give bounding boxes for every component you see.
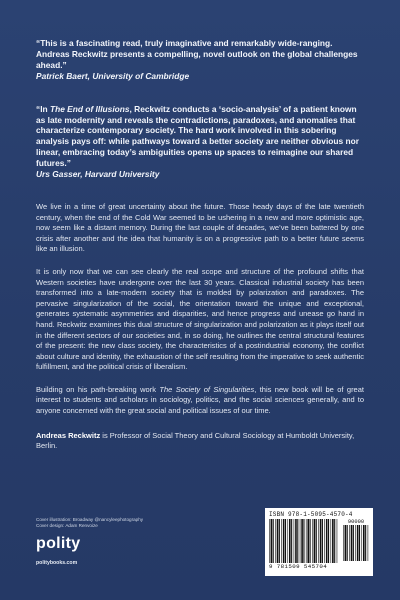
closing-book-title: The Society of Singularities [159,384,255,394]
barcode-bars [269,519,339,563]
closing-text-after: , this new book will be of great interest to students and scholars in sociology, politics, and the social sciences generally, and to anyone concerned with the great social and political issues of our time. [36,384,364,416]
description-paragraph-1: We live in a time of great uncertainty about the future. Those heady days of the late twentieth century, when the end of the Cold War seemed to be ushering in a new and more optimistic age, now seem like a distant memory. During the last couple of decades, we’ve been battered by one crisis after another and the idea that humanity is on a progressive path to a better future seems like an illusion. [36,201,364,254]
closing-text-before: Building on his path-breaking work [36,384,160,394]
price-addon-number: 90000 [347,519,365,525]
author-name: Andreas Reckwitz [36,430,101,440]
illustration-credit: Cover illustration: Broadway @nancyleephotography [36,517,144,522]
description-paragraph-3 [36,385,364,417]
barcode-digits: 9 781509 545704 [269,563,328,570]
quote-2-attribution: Urs Gasser, Harvard University [36,169,160,180]
isbn-barcode [265,508,373,576]
publisher-website: politybooks.com [36,560,78,566]
quote-2-text-after: , Reckwitz conducts a ‘socio-analysis’ of a patient known as late modernity and reveals the contradictions, paradoxes, and anomalies that characterize contemporary society. The hard work involved in this sobering analysis pays off: while pathways toward a better society are neither obvious nor linear, embracing today’s ambiguities opens up spaces to reimagine our shared futures.” [36,103,359,169]
author-bio [36,431,364,452]
quote-2-text-before: “In [36,103,50,114]
isbn-number: ISBN 978-1-5095-4570-4 [269,511,353,518]
quote-1-attribution: Patrick Baert, University of Cambridge [36,70,190,81]
endorsement-quote-1 [36,38,364,82]
author-bio-text: is Professor of Social Theory and Cultural Sociology at Humboldt University, Berlin. [36,430,355,451]
endorsement-quote-2 [36,104,364,180]
cover-credits [36,517,143,529]
description-paragraph-2: It is only now that we can see clearly the real scope and structure of the profound shifts that Western societies have undergone over the last 30 years. Classical industrial society has been transformed into a late-modern society that is molded by polarization and paradoxes. The pervasive singularization of the social, the orientation toward the unique and exceptional, generates systematic asymmetries and disparities, and hence progress and unease go hand in hand. Reckwitz examines this dual structure of singularization and polarization as it plays itself out in the different sectors of our societies and, in so doing, he outlines the central structural features of the present: the new class society, the characteristics of a postindustrial economy, the conflict about culture and identity, the exhaustion of the self resulting from the imperative to seek authentic fulfillment, and the political crisis of liberalism. [36,266,364,372]
quote-2-book-title: The End of Illusions [49,103,130,114]
design-credit: Cover design: Adam Renvoize [36,523,98,529]
quote-1-text: “This is a fascinating read, truly imaginative and remarkably wide-ranging. Andreas Reckwitz presents a compelling, novel outlook on the global challenges ahead.” [36,38,358,70]
publisher-logo: polity [36,535,81,552]
price-addon-bars [343,525,369,561]
